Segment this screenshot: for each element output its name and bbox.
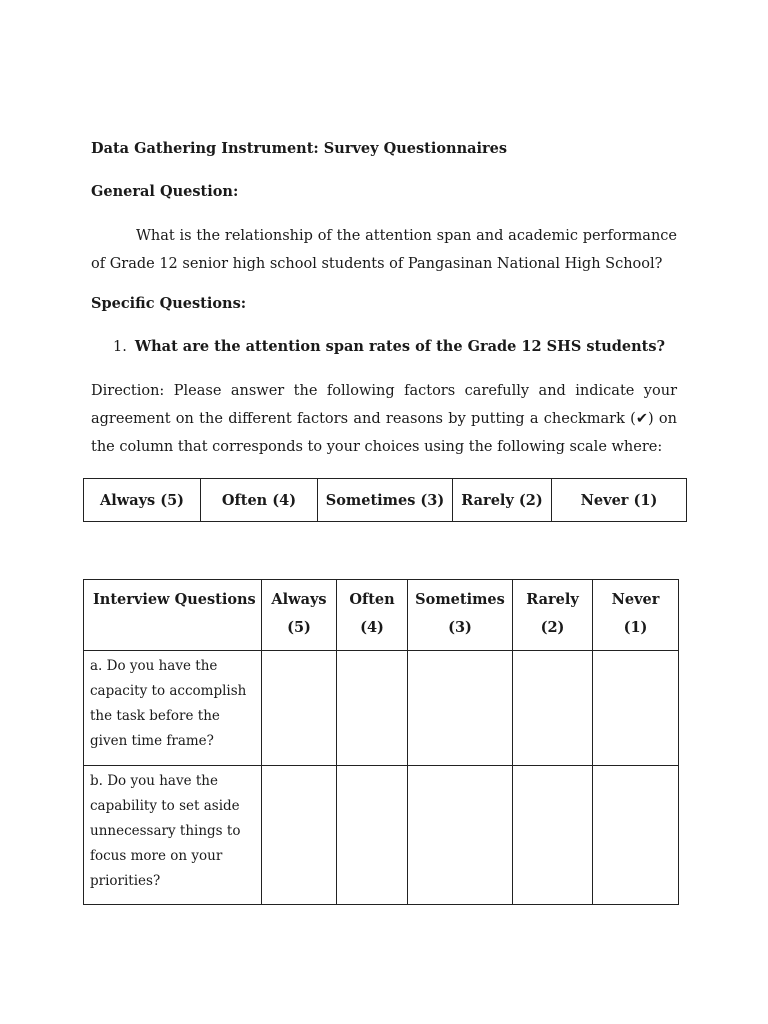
- header-never: [593, 580, 679, 651]
- scale-rarely: Rarely (2): [453, 479, 552, 522]
- header-often: [337, 580, 408, 651]
- question-cell: b. Do you have the capability to set aside unnecessary things to focus more on your priorities?: [84, 766, 262, 905]
- survey-table: [83, 579, 679, 905]
- scale-always: Always (5): [84, 479, 201, 522]
- checkbox-cell-always[interactable]: [262, 766, 337, 905]
- table-row: [84, 651, 679, 766]
- checkbox-cell-sometimes[interactable]: [408, 651, 513, 766]
- header-value: (3): [448, 619, 472, 636]
- checkbox-cell-always[interactable]: [262, 651, 337, 766]
- general-question-heading: General Question:: [91, 183, 239, 200]
- checkbox-cell-rarely[interactable]: [513, 651, 593, 766]
- checkbox-cell-often[interactable]: [337, 651, 408, 766]
- header-interview-questions: Interview Questions: [84, 580, 262, 651]
- question-cell: a. Do you have the capacity to accomplish the task before the given time frame?: [84, 651, 262, 766]
- header-rarely: [513, 580, 593, 651]
- table-row: [84, 766, 679, 905]
- header-value: (4): [360, 619, 384, 636]
- scale-never: Never (1): [552, 479, 687, 522]
- header-sometimes: [408, 580, 513, 651]
- survey-header-row: [84, 580, 679, 651]
- rating-scale-table: [83, 478, 687, 522]
- checkbox-cell-never[interactable]: [593, 651, 679, 766]
- specific-questions-heading: Specific Questions:: [91, 295, 247, 312]
- general-question-text: What is the relationship of the attention span and academic performance of Grade 12 senior high school students of Pangasinan National High School?: [91, 228, 677, 272]
- checkbox-cell-sometimes[interactable]: [408, 766, 513, 905]
- header-label: Often: [349, 591, 395, 608]
- header-label: Always: [271, 591, 327, 608]
- header-label: Sometimes: [415, 591, 505, 608]
- header-label: Rarely: [526, 591, 579, 608]
- checkbox-cell-rarely[interactable]: [513, 766, 593, 905]
- scale-often: Often (4): [201, 479, 318, 522]
- direction-text: Direction: Please answer the following factors carefully and indicate your agreement on the different factors and reasons by putting a checkmark (✔) on the column that corresponds to your choices using the following scale where:: [91, 383, 677, 455]
- scale-row: [84, 479, 687, 522]
- checkbox-cell-often[interactable]: [337, 766, 408, 905]
- document-title: Data Gathering Instrument: Survey Questionnaires: [91, 140, 508, 157]
- header-value: (5): [287, 619, 311, 636]
- header-label: Never: [611, 591, 660, 608]
- header-always: [262, 580, 337, 651]
- question-number: 1.: [113, 339, 127, 355]
- specific-question-1: [113, 338, 665, 355]
- header-value: (1): [623, 619, 648, 636]
- header-value: (2): [540, 619, 565, 636]
- scale-sometimes: Sometimes (3): [318, 479, 453, 522]
- checkbox-cell-never[interactable]: [593, 766, 679, 905]
- question-text: What are the attention span rates of the Grade 12 SHS students?: [134, 338, 665, 355]
